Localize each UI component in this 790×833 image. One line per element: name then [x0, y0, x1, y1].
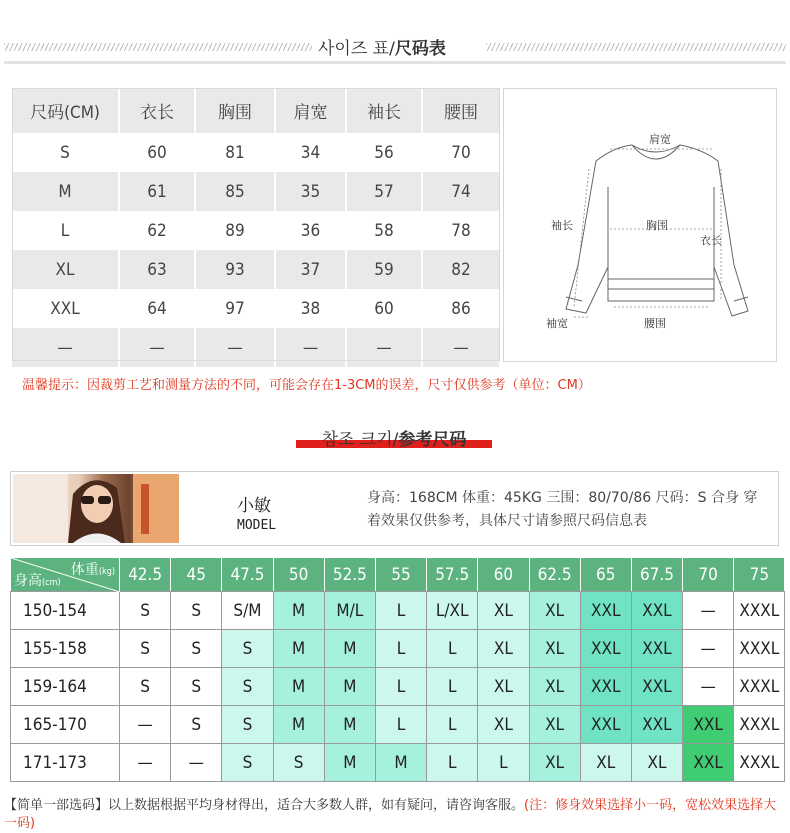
size-cell: M — [12, 172, 119, 211]
corner-height-label: 身高 — [14, 573, 42, 589]
size-table-row — [12, 172, 500, 211]
size-recommendation-cell: S — [222, 630, 273, 668]
corner-height — [14, 570, 61, 590]
weight-header-cell: 65 — [580, 558, 631, 592]
size-table — [12, 88, 501, 367]
size-recommendation-cell: XL — [529, 744, 580, 782]
size-recommendation-cell: XXL — [631, 706, 682, 744]
size-cell: — — [275, 328, 346, 367]
label-sleeve: 袖长 — [551, 219, 573, 232]
size-recommendation-cell: XXL — [631, 592, 682, 630]
corner-weight — [71, 559, 115, 579]
size-recommendation-cell: XXL — [580, 668, 631, 706]
size-cell: — — [12, 328, 119, 367]
size-cell: 36 — [275, 211, 346, 250]
size-cell: — — [195, 328, 275, 367]
size-col-header: 肩宽 — [275, 88, 346, 133]
label-waist: 腰围 — [644, 317, 666, 330]
height-label: 171-173 — [11, 744, 120, 782]
size-recommendation-cell: L — [375, 668, 426, 706]
weight-header-cell: 45 — [171, 558, 222, 592]
weight-header-cell: 42.5 — [120, 558, 171, 592]
size-recommendation-cell: L — [427, 668, 478, 706]
weight-header-cell: 70 — [683, 558, 734, 592]
weight-header-row — [11, 558, 785, 592]
size-cell: 74 — [422, 172, 500, 211]
size-cell: XL — [12, 250, 119, 289]
size-recommendation-cell: M — [324, 744, 375, 782]
size-recommendation-cell: L — [478, 744, 529, 782]
page-title-bold: 尺码表 — [394, 39, 446, 59]
size-recommendation-cell: S — [120, 668, 171, 706]
size-recommendation-cell: S — [171, 630, 222, 668]
size-recommendation-cell: XL — [478, 668, 529, 706]
height-row — [11, 630, 785, 668]
size-recommendation-cell: XL — [529, 630, 580, 668]
model-name: 小敏 — [237, 496, 271, 516]
weight-header-cell: 57.5 — [427, 558, 478, 592]
footer-main: 【简单一部选码】以上数据根据平均身材得出，适合大多数人群，如有疑问，请咨询客服。 — [4, 798, 525, 813]
label-shoulder: 肩宽 — [649, 133, 671, 146]
model-label: MODEL — [237, 518, 277, 533]
weight-header-cell: 50 — [273, 558, 324, 592]
size-recommendation-cell: M — [273, 592, 324, 630]
model-photo — [13, 474, 179, 543]
size-cell: 85 — [195, 172, 275, 211]
size-recommendation-cell: XXXL — [734, 668, 785, 706]
height-row — [11, 668, 785, 706]
corner-weight-unit: (kg) — [98, 567, 115, 577]
size-recommendation-cell: L/XL — [427, 592, 478, 630]
size-recommendation-cell: S — [222, 744, 273, 782]
table-corner — [11, 558, 120, 592]
model-stats: 身高：168CM 体重：45KG 三围：80/70/86 尺码：S 合身 穿着效果仅供参考，具体尺寸请参照尺码信息表 — [367, 490, 758, 529]
size-recommendation-cell: S — [222, 706, 273, 744]
size-recommendation-cell: XXL — [580, 706, 631, 744]
size-recommendation-cell: L — [375, 630, 426, 668]
label-chest: 胸围 — [646, 219, 668, 232]
size-recommendation-cell: XL — [478, 706, 529, 744]
size-cell: 58 — [346, 211, 422, 250]
size-recommendation-cell: XXL — [683, 744, 734, 782]
size-cell: 97 — [195, 289, 275, 328]
size-cell: 61 — [119, 172, 195, 211]
decor-hatch-right — [486, 43, 786, 51]
size-table-header — [12, 88, 500, 133]
page-title-prefix: 사이즈 표/ — [318, 39, 395, 59]
size-cell: 34 — [275, 133, 346, 172]
size-cell: 37 — [275, 250, 346, 289]
size-cell: — — [119, 328, 195, 367]
size-recommendation-cell: S/M — [222, 592, 273, 630]
footer-tip: (注：修身效果选择小一码，宽松效果选择大一码) — [4, 798, 777, 831]
size-cell: 35 — [275, 172, 346, 211]
size-recommendation-cell: S — [171, 706, 222, 744]
weight-header-cell: 67.5 — [631, 558, 682, 592]
size-cell: 62 — [119, 211, 195, 250]
corner-height-unit: (cm) — [42, 578, 61, 588]
size-recommendation-cell: S — [273, 744, 324, 782]
model-info-box — [10, 471, 779, 546]
size-table-row — [12, 250, 500, 289]
size-recommendation-cell: S — [222, 668, 273, 706]
size-cell: — — [346, 328, 422, 367]
label-length: 衣长 — [700, 234, 722, 247]
page-title — [318, 34, 446, 59]
garment-diagram — [503, 88, 777, 362]
size-recommendation-cell: M — [273, 706, 324, 744]
size-recommendation-cell: S — [120, 630, 171, 668]
size-recommendation-cell: M — [324, 706, 375, 744]
weight-header-cell: 52.5 — [324, 558, 375, 592]
size-recommendation-cell: XL — [631, 744, 682, 782]
footer-note — [4, 797, 786, 833]
size-recommendation-cell: XXL — [631, 668, 682, 706]
size-recommendation-cell: — — [120, 706, 171, 744]
size-recommendation-cell: L — [427, 706, 478, 744]
decor-hatch-left — [4, 43, 312, 51]
height-label: 165-170 — [11, 706, 120, 744]
size-recommendation-cell: XL — [529, 592, 580, 630]
size-cell: 93 — [195, 250, 275, 289]
size-cell: 82 — [422, 250, 500, 289]
size-cell: 64 — [119, 289, 195, 328]
height-label: 155-158 — [11, 630, 120, 668]
weight-header-cell: 60 — [478, 558, 529, 592]
weight-header-cell: 75 — [734, 558, 785, 592]
size-recommendation-cell: M — [324, 668, 375, 706]
size-recommendation-cell: XL — [529, 668, 580, 706]
size-cell: 57 — [346, 172, 422, 211]
size-recommendation-cell: — — [171, 744, 222, 782]
size-cell: 81 — [195, 133, 275, 172]
section-title-bold: 参考尺码 — [398, 430, 467, 450]
size-recommendation-cell: XL — [580, 744, 631, 782]
size-recommendation-table — [10, 557, 785, 782]
size-recommendation-cell: M — [273, 630, 324, 668]
size-table-row — [12, 289, 500, 328]
height-row — [11, 744, 785, 782]
size-recommendation-cell: — — [683, 668, 734, 706]
size-recommendation-cell: — — [683, 592, 734, 630]
size-recommendation-cell: S — [120, 592, 171, 630]
size-recommendation-cell: XL — [478, 592, 529, 630]
size-cell: 56 — [346, 133, 422, 172]
size-recommendation-cell: — — [683, 630, 734, 668]
size-col-header: 衣长 — [119, 88, 195, 133]
size-recommendation-cell: L — [375, 592, 426, 630]
size-recommendation-cell: XXL — [580, 630, 631, 668]
height-row — [11, 592, 785, 630]
size-recommendation-cell: M — [324, 630, 375, 668]
size-recommendation-cell: XXL — [631, 630, 682, 668]
size-col-header: 袖长 — [346, 88, 422, 133]
size-cell: 59 — [346, 250, 422, 289]
height-label: 159-164 — [11, 668, 120, 706]
size-recommendation-cell: XXXL — [734, 592, 785, 630]
size-cell: S — [12, 133, 119, 172]
size-cell: 78 — [422, 211, 500, 250]
size-recommendation-cell: — — [120, 744, 171, 782]
size-recommendation-cell: XXXL — [734, 630, 785, 668]
size-recommendation-cell: XXXL — [734, 744, 785, 782]
weight-header-cell: 62.5 — [529, 558, 580, 592]
size-table-row — [12, 211, 500, 250]
size-recommendation-cell: L — [427, 744, 478, 782]
size-table-row — [12, 133, 500, 172]
size-recommendation-cell: M/L — [324, 592, 375, 630]
weight-header-cell: 47.5 — [222, 558, 273, 592]
size-cell: 86 — [422, 289, 500, 328]
height-label: 150-154 — [11, 592, 120, 630]
size-col-header: 胸围 — [195, 88, 275, 133]
section-title — [296, 425, 492, 450]
size-cell: 89 — [195, 211, 275, 250]
size-recommendation-cell: XXXL — [734, 706, 785, 744]
size-recommendation-cell: M — [273, 668, 324, 706]
size-col-header: 腰围 — [422, 88, 500, 133]
size-table-row — [12, 328, 500, 367]
size-cell: 60 — [119, 133, 195, 172]
size-recommendation-cell: XXL — [683, 706, 734, 744]
header-rule — [4, 61, 786, 64]
size-recommendation-cell: L — [375, 706, 426, 744]
section-title-prefix: 참조 크기/ — [321, 430, 399, 450]
size-recommendation-cell: S — [171, 668, 222, 706]
size-cell: XXL — [12, 289, 119, 328]
size-recommendation-cell: XL — [529, 706, 580, 744]
size-recommendation-cell: S — [171, 592, 222, 630]
label-cuff: 袖宽 — [546, 317, 568, 330]
size-cell: 70 — [422, 133, 500, 172]
size-col-header: 尺码(CM) — [12, 88, 119, 133]
size-recommendation-cell: L — [427, 630, 478, 668]
size-cell: — — [422, 328, 500, 367]
corner-weight-label: 体重 — [70, 562, 99, 578]
model-figure — [13, 474, 179, 543]
size-recommendation-cell: XL — [478, 630, 529, 668]
size-recommendation-cell: M — [375, 744, 426, 782]
size-recommendation-cell: XXL — [580, 592, 631, 630]
height-row — [11, 706, 785, 744]
warning-text: 温馨提示：因裁剪工艺和测量方法的不同，可能会存在1-3CM的误差，尺寸仅供参考（单位：CM） — [22, 378, 591, 393]
size-cell: 60 — [346, 289, 422, 328]
weight-header-cell: 55 — [375, 558, 426, 592]
size-cell: 63 — [119, 250, 195, 289]
size-cell: L — [12, 211, 119, 250]
size-cell: 38 — [275, 289, 346, 328]
